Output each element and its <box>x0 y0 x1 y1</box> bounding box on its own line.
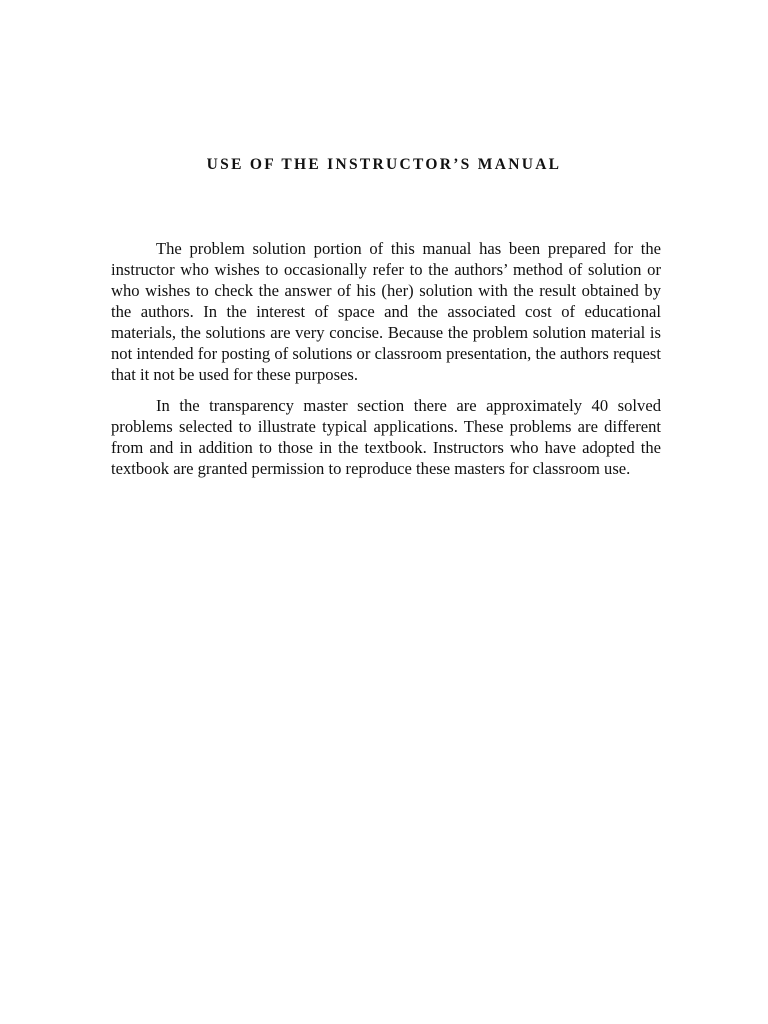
paragraph-problem-solution: The problem solution portion of this manual has been prepared for the instructor who wishes to occasionally refer to the authors’ method of solution or who wishes to check the answer of his (her) solution with the result obtained by the authors. In the interest of space and the associated cost of educational materials, the solutions are very concise. Because the problem solution material is not intended for posting of solutions or classroom presentation, the authors request that it not be used for these purposes. <box>111 239 661 384</box>
body-text <box>111 238 661 489</box>
paragraph-transparency-master: In the transparency master section there are approximately 40 solved problems selected to illustrate typical applications. These problems are different from and in addition to those in the textbook. Instructors who have adopted the textbook are granted permission to reproduce these masters for classroom use. <box>111 396 661 478</box>
page-title: USE OF THE INSTRUCTOR’S MANUAL <box>206 156 562 173</box>
